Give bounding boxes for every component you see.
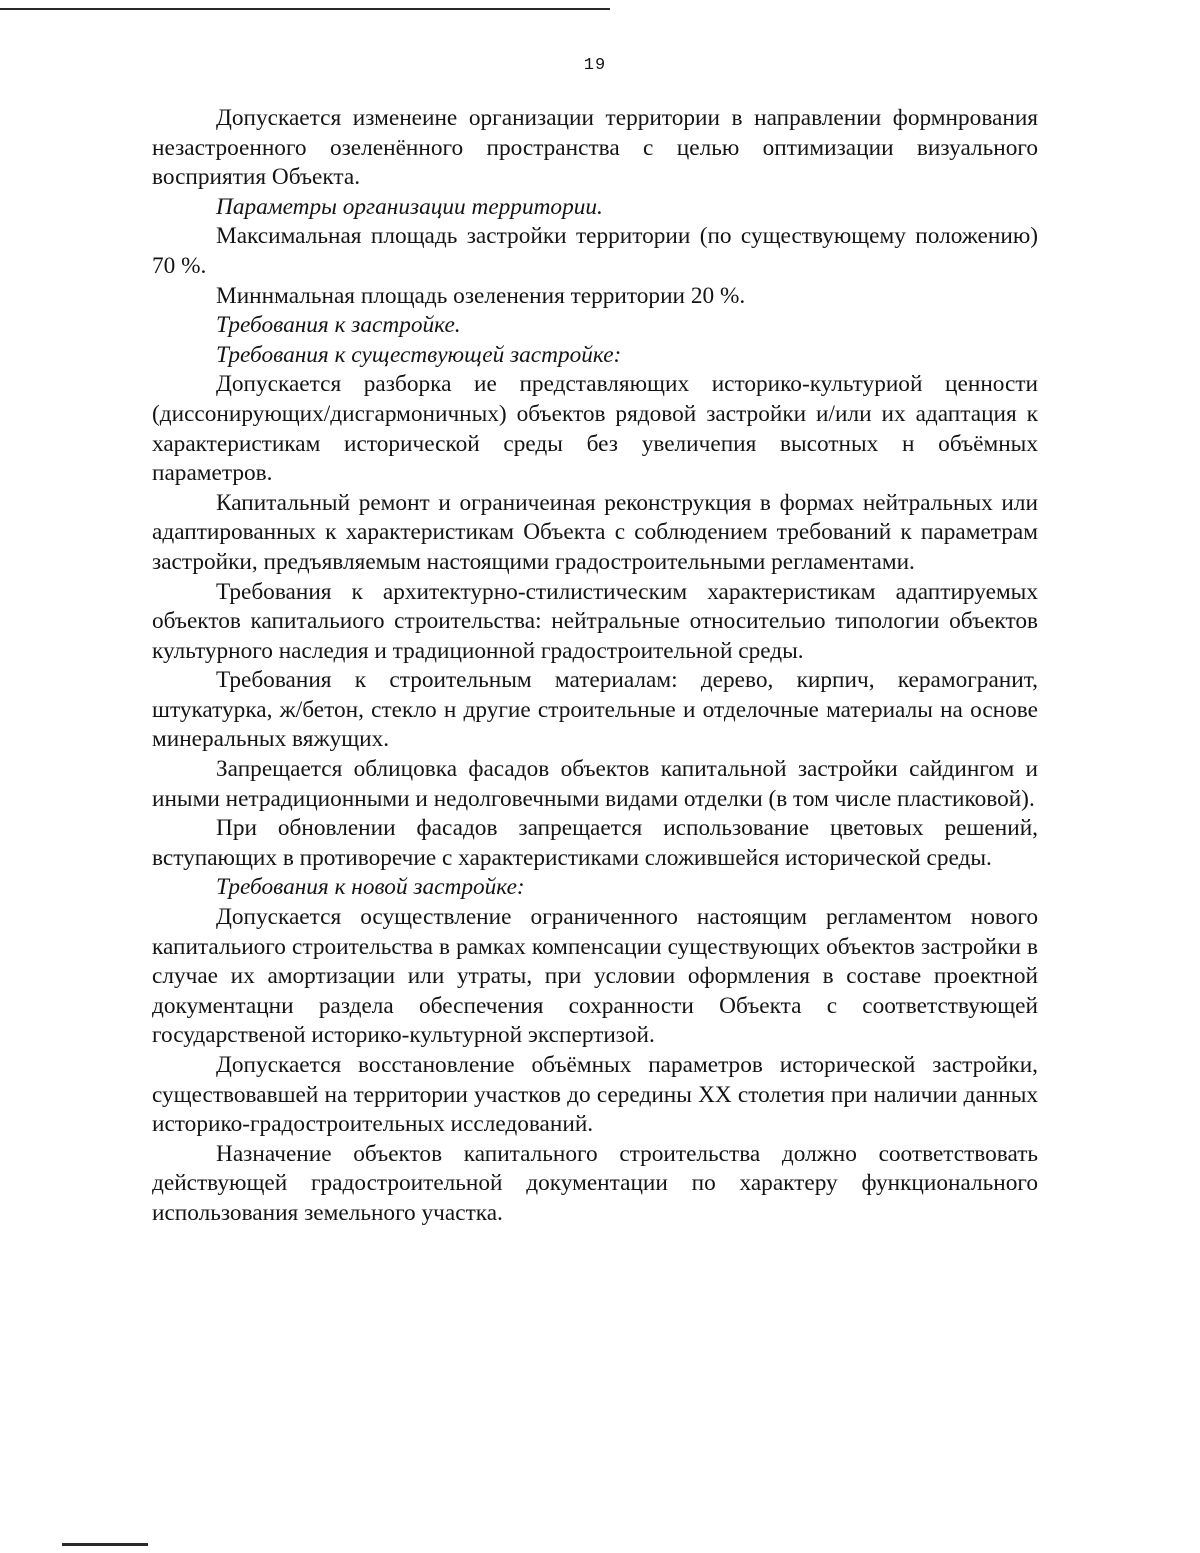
paragraph: Допускается осуществление ограниченного настоящим регламентом нового капитальиого строительства в рамках компенсации существующих объектов застройки в случае их амортизации или утраты, при условии оформления в составе проектной документацни раздела обеспечения сохранности Объекта с соответствующей государственой историко-культурной экспертизой. [152,904,1038,1049]
section-heading: Требования к застройке. [216,312,461,339]
paragraph: Капитальный ремонт и ограничеиная реконструкция в формах нейтральных или адаптированных к характеристикам Объекта с соблюдением требований к параметрам застройки, предъявляемым настоящими градостроительными регламентами. [152,489,1038,575]
paragraph: При обновлении фасадов запрещается использование цветовых решений, вступающих в противоречие с характеристиками сложившейся исторической среды. [152,815,1038,871]
section-heading: Требования к новой застройке: [216,874,525,901]
paragraph: Допускается разборка ие представляющих историко-культуриой ценности (диссонирующих/дисгармоничных) объектов рядовой застройки и/или их адаптация к характеристикам исторической среды без увеличепия высотных н объёмных параметров. [152,371,1038,487]
section-heading: Параметры организации территории. [216,193,603,220]
page-number: 19 [583,56,607,75]
bottom-edge-mark [62,1543,148,1546]
paragraph: Максимальная площадь застройки территории (по существующему положению) 70 %. [152,223,1038,279]
document-body [152,104,1038,1229]
top-border-line [0,8,610,10]
paragraph: Миннмальная площадь озеленения территории 20 %. [216,282,746,309]
paragraph: Назначение объектов капитального строительства должно соответствовать действующей градостроительной документации по характеру функционального использования земельного участка. [152,1140,1038,1226]
paragraph: Требования к архитектурно-стилистическим характеристикам адаптируемых объектов капитальиого строительства: нейтральные относительио типологии объектов культурного наследия и традиционной градостроительной среды. [152,578,1038,664]
paragraph: Требования к строительным материалам: дерево, кирпич, керамогранит, штукатурка, ж/бетон, стекло н другие строительные и отделочные материалы на основе минеральных вяжущих. [152,667,1038,753]
paragraph: Допускается изменеине организации территории в направлении формнрования незастроенного озеленённого пространства с целью оптимизации визуального восприятия Объекта. [152,105,1038,191]
paragraph: Запрещается облицовка фасадов объектов капитальной застройки сайдингом и иными нетрадиционными и недолговечными видами отделки (в том числе пластиковой). [152,756,1038,812]
section-heading: Требования к существующей застройке: [216,341,622,368]
paragraph: Допускается восстановление объёмных параметров исторической застройки, существовавшей на территории участков до середины XX столетия при наличии данных историко-градостроительных исследований. [152,1052,1038,1138]
